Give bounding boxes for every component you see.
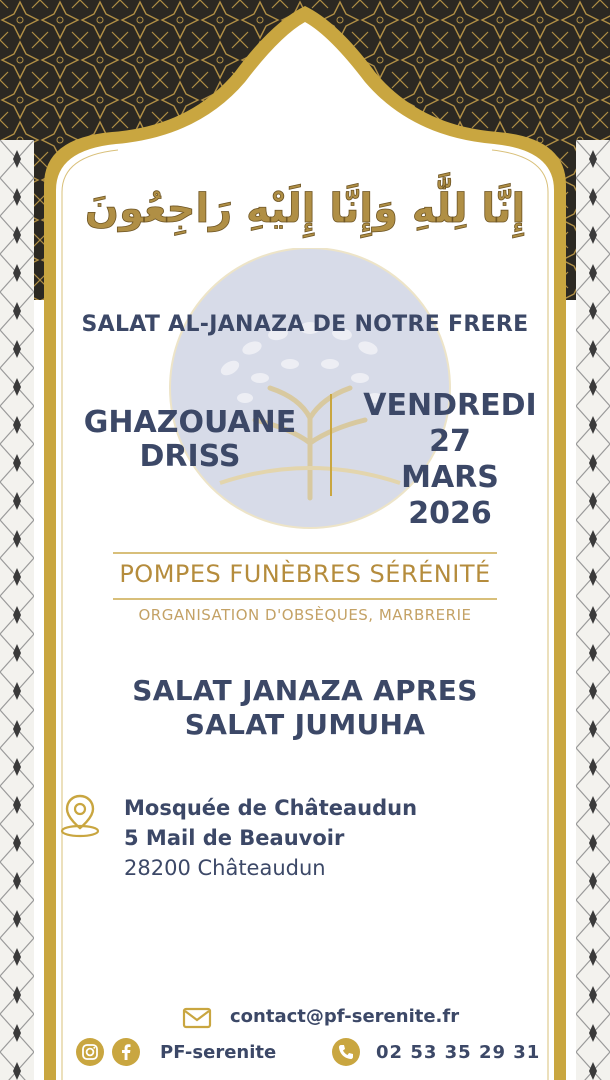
phone-number[interactable]: 02 53 35 29 31 — [376, 1042, 541, 1063]
salat-heading: SALAT AL-JANAZA DE NOTRE FRERE — [81, 312, 529, 337]
company-bottom-rule — [113, 598, 497, 600]
funeral-date — [340, 388, 560, 532]
prayer-time — [0, 674, 610, 742]
deceased-name — [60, 406, 320, 474]
address-street: 5 Mail de Beauvoir — [124, 826, 345, 850]
deceased-name-line2: DRISS — [139, 439, 241, 474]
address-city: 28200 Châteaudun — [124, 856, 326, 880]
date-day: VENDREDI — [363, 388, 537, 423]
instagram-icon[interactable] — [76, 1038, 104, 1066]
prayer-line2: SALAT JUMUHA — [184, 708, 426, 741]
phone-icon — [332, 1038, 360, 1066]
prayer-line1: SALAT JANAZA APRES — [132, 674, 478, 707]
vertical-divider — [330, 394, 332, 496]
contact-email[interactable]: contact@pf-serenite.fr — [230, 1006, 460, 1027]
company-services: ORGANISATION D'OBSÈQUES, MARBRERIE — [138, 606, 472, 624]
mail-icon — [182, 1007, 212, 1029]
location-icon — [58, 792, 102, 838]
facebook-icon[interactable] — [112, 1038, 140, 1066]
company-name: POMPES FUNÈBRES SÉRÉNITÉ — [119, 560, 491, 588]
date-month: MARS — [401, 460, 499, 495]
svg-text:إِنَّا لِلَّٰهِ وَإِنَّا إِلَي: إِنَّا لِلَّٰهِ وَإِنَّا إِلَيْهِ رَاجِعُونَ — [84, 186, 526, 232]
social-handle[interactable]: PF-serenite — [160, 1042, 277, 1063]
date-year: 2026 — [408, 496, 492, 531]
deceased-name-line1: GHAZOUANE — [83, 405, 297, 440]
date-number: 27 — [429, 424, 471, 459]
arabic-calligraphy — [80, 160, 530, 250]
address-place: Mosquée de Châteaudun — [124, 796, 418, 820]
company-top-rule — [113, 552, 497, 554]
